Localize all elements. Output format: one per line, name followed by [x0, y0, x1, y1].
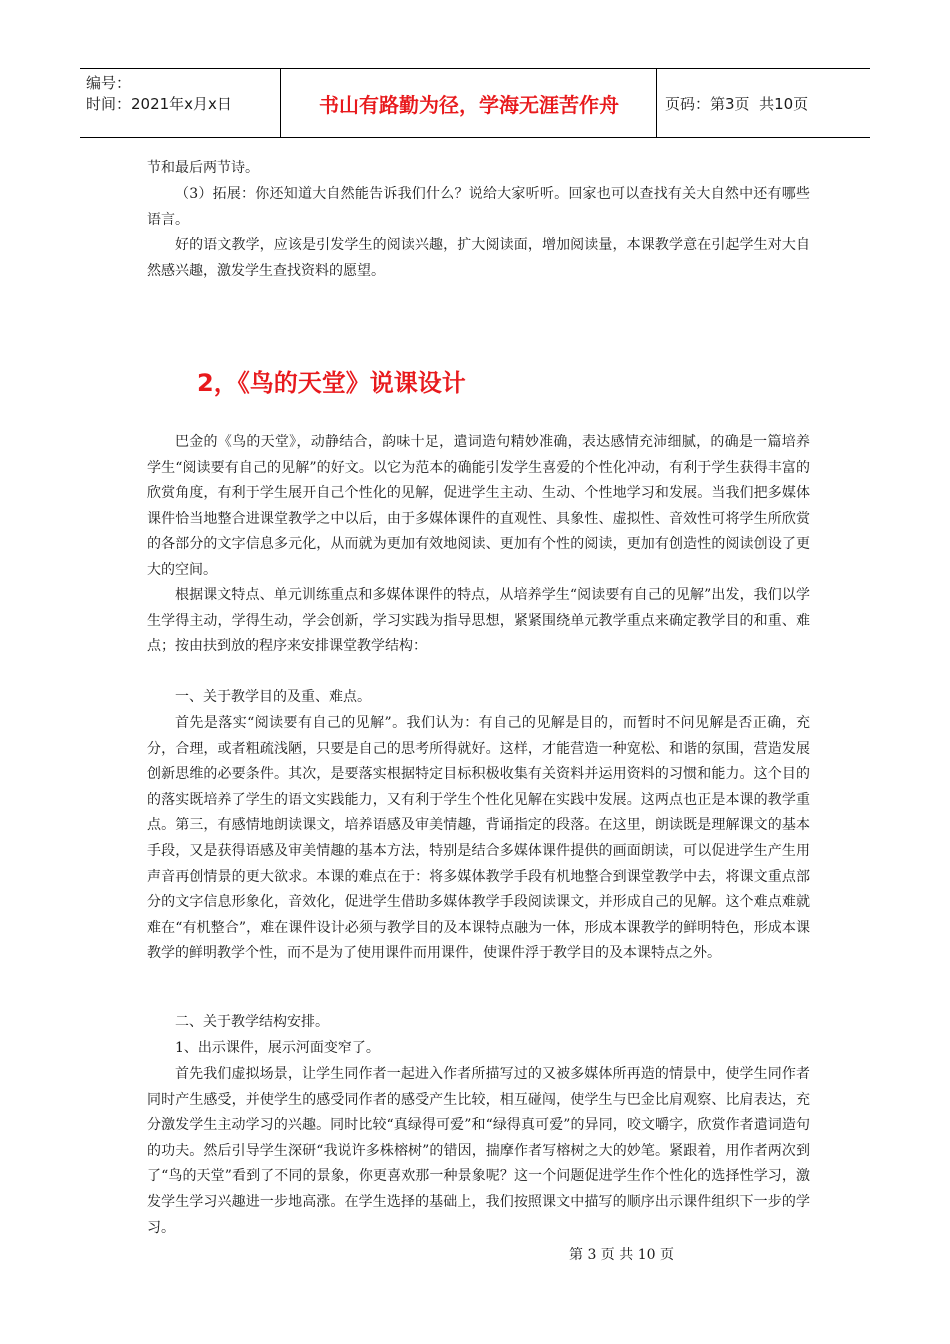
header-id-label: 编号： [86, 74, 132, 92]
heading-structure: 二、关于教学结构安排。 [175, 1014, 329, 1030]
paragraph-step-1: 首先我们虚拟场景，让学生同作者一起进入作者所描写过的又被多媒体所再造的情景中，使学生同作者同时产生感受，并使学生的感受同作者的感受产生比较，相互碰闯，使学生与巴金比肩观察、比肩表达，充分激发学生主动学习的兴趣。同时比较“真绿得可爱”和“绿得真可爱”的异同，咬文嚼字，欣赏作者遣词造句的功夫。然后引导学生深研“我说许多株榕树”的错因，揣摩作者写榕树之大的妙笔。紧跟着，用作者两次到了“鸟的天堂”看到了不同的景象，你更喜欢那一种景象呢？这一个问题促进学生作个性化的选择性学习，激发学生学习兴趣进一步地高涨。在学生选择的基础上，我们按照课文中描写的顺序出示课件组织下一步的学习。 [147, 1066, 810, 1236]
paragraph-intro: 巴金的《鸟的天堂》，动静结合，韵味十足，遣词造句精妙准确，表达感情充沛细腻，的确是一篇培养学生“阅读要有自己的见解”的好文。以它为范本的确能引发学生喜爱的个性化冲动，有利于学生获得丰富的欣赏角度，有利于学生展开自己个性化的见解，促进学生主动、生动、个性地学习和发展。当我们把多媒体课件恰当地整合进课堂教学之中以后，由于多媒体课件的直观性、具象性、虚拟性、音效性可将学生所欣赏的各部分的文字信息多元化，从而就为更加有效地阅读、更加有个性的阅读，更加有创造性的阅读创设了更大的空间。 [147, 434, 810, 578]
heading-step-1: 1、出示课件，展示河面变窄了。 [175, 1040, 380, 1056]
paragraph-objectives: 首先是落实“阅读要有自己的见解”。我们认为：有自己的见解是目的，而暂时不问见解是否正确，充分，合理，或者粗疏浅陋，只要是自己的思考所得就好。这样，才能营造一种宽松、和谐的氛围，营造发展创新思维的必要条件。其次，是要落实根据特定目标积极收集有关资料并运用资料的习惯和能力。这个目的的落实既培养了学生的语文实践能力，又有利于学生个性化见解在实践中发展。这两点也正是本课的教学重点。第三，有感情地朗读课文，培养语感及审美情趣，背诵指定的段落。在这里，朗读既是理解课文的基本手段，又是获得语感及审美情趣的基本方法，特别是结合多媒体课件提供的画面朗读，可以促进学生产生用声音再创情景的更大欲求。本课的难点在于：将多媒体教学手段有机地整合到课堂教学中去，将课文重点部分的文字信息形象化，音效化，促进学生借助多媒体教学手段阅读课文，并形成自己的见解。这个难点难就难在“有机整合”，难在课件设计必须与教学目的及本课特点融为一体，形成本课教学的鲜明特色，形成本课教学的鲜明教学个性，而不是为了使用课件而用课件，使课件浮于教学目的及本课特点之外。 [147, 715, 810, 962]
section-title: 2，《鸟的天堂》说课设计 [197, 369, 466, 397]
header-date-label: 时间：2021年x月x日 [86, 95, 232, 113]
paragraph-basis: 根据课文特点、单元训练重点和多媒体课件的特点，从培养学生“阅读要有自己的见解”出发，我们以学生学得主动，学得生动，学会创新，学习实践为指导思想，紧紧围绕单元教学重点来确定教学目的和重、难点；按由扶到放的程序来安排课堂教学结构： [147, 587, 810, 655]
heading-objectives: 一、关于教学目的及重、难点。 [175, 689, 371, 705]
header-page-cell [657, 69, 870, 137]
header-motto: 书山有路勤为径，学海无涯苦作舟 [282, 69, 657, 137]
page-footer: 第 3 页 共 10 页 [569, 1247, 674, 1263]
header-table [80, 68, 870, 138]
paragraph-extension: （3）拓展：你还知道大自然能告诉我们什么？说给大家听听。回家也可以查找有关大自然中还有哪些语言。 [147, 186, 810, 228]
paragraph-summary: 好的语文教学，应该是引发学生的阅读兴趣，扩大阅读面，增加阅读量，本课教学意在引起学生对大自然感兴趣，激发学生查找资料的愿望。 [147, 237, 810, 279]
paragraph-continuation: 节和最后两节诗。 [147, 160, 259, 176]
header-page-label: 页码：第3页 共10页 [665, 94, 809, 113]
header-meta-cell [80, 69, 281, 137]
